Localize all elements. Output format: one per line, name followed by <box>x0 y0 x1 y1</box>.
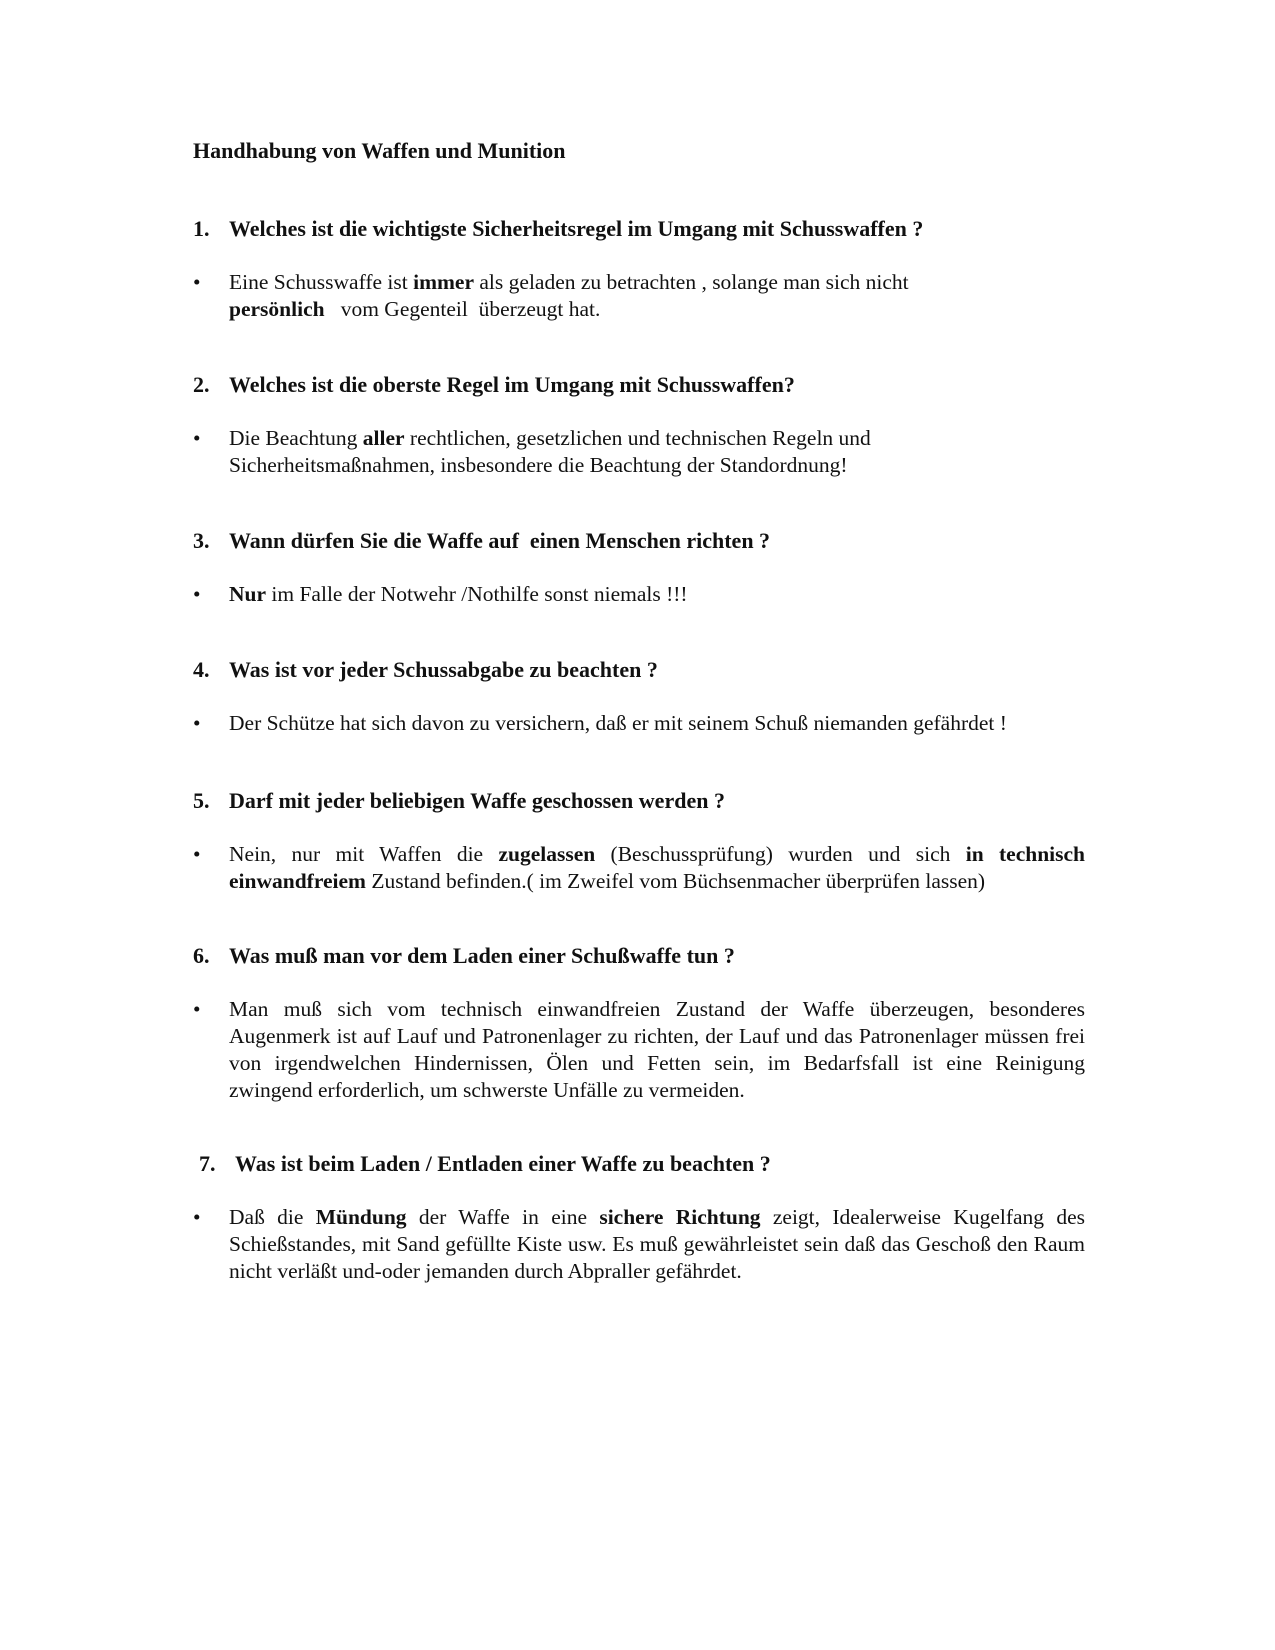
question-text: Wann dürfen Sie die Waffe auf einen Menschen richten ? <box>229 528 771 553</box>
answer-text-run: Man muß sich vom technisch einwandfreien Zustand der Waffe überzeugen, besonderes Augenmerk ist auf Lauf und Patronenlager zu richten, der Lauf und das Patronenlager müssen frei von irgendwelchen Hindernissen, Ölen und Fetten sein, im Bedarfsfall ist eine Reinigung zwingend erforderlich, um schwerste Unfälle zu vermeiden. <box>229 997 1085 1102</box>
answer-text <box>229 269 1085 323</box>
answer-text-run: der Waffe in eine <box>406 1205 600 1229</box>
question-text: Welches ist die oberste Regel im Umgang mit Schusswaffen? <box>229 372 795 397</box>
answer-bold-run: Mündung <box>315 1205 407 1229</box>
answer-text-run: als geladen zu betrachten , solange man sich nicht <box>474 270 909 294</box>
bullet-icon: • <box>193 997 201 1021</box>
question-text: Darf mit jeder beliebigen Waffe geschossen werden ? <box>229 788 725 813</box>
question-number: 4. <box>193 657 210 682</box>
question-heading <box>193 371 1085 398</box>
question-heading <box>193 527 1085 554</box>
bullet-icon: • <box>193 1205 201 1229</box>
document-title: Handhabung von Waffen und Munition <box>193 138 566 163</box>
answer-text <box>229 581 1085 608</box>
answer-item <box>193 841 1085 895</box>
bullet-icon: • <box>193 711 201 735</box>
answer-text <box>229 841 1085 895</box>
question-section-3 <box>193 527 1085 608</box>
bullet-icon: • <box>193 582 201 606</box>
answer-text <box>229 425 1085 479</box>
question-section-2 <box>193 371 1085 479</box>
answer-text-run: Eine Schusswaffe ist <box>229 270 414 294</box>
question-text: Was ist beim Laden / Entladen einer Waffe zu beachten ? <box>235 1151 771 1176</box>
question-number: 3. <box>193 528 210 553</box>
answer-text-run: Zustand befinden.( im Zweifel vom Büchsenmacher überprüfen lassen) <box>365 869 986 893</box>
question-number: 7. <box>199 1151 216 1176</box>
question-section-4 <box>193 656 1085 737</box>
answer-item <box>193 581 1085 608</box>
question-section-5 <box>193 787 1085 895</box>
answer-item <box>193 710 1085 737</box>
answer-text <box>229 1204 1085 1285</box>
answer-text-run: Die Beachtung <box>229 426 363 450</box>
answer-bold-run: persönlich <box>229 297 325 321</box>
answer-item <box>193 425 1085 479</box>
question-text: Was ist vor jeder Schussabgabe zu beachten ? <box>229 657 658 682</box>
question-number: 1. <box>193 216 210 241</box>
question-text: Welches ist die wichtigste Sicherheitsregel im Umgang mit Schusswaffen ? <box>229 216 924 241</box>
answer-text-run: Nein, nur mit Waffen die <box>229 842 499 866</box>
answer-bold-run: aller <box>362 426 405 450</box>
question-section-1 <box>193 215 1085 323</box>
bullet-icon: • <box>193 426 201 450</box>
answer-item <box>193 269 1085 323</box>
bullet-icon: • <box>193 270 201 294</box>
question-number: 2. <box>193 372 210 397</box>
answer-text-run: zeigt, Idealerweise Kugelfang des Schießstandes, mit Sand gefüllte Kiste usw. Es muß gewährleistet sein daß das Geschoß den Raum nicht verläßt und-oder jemanden durch Abpraller gefährdet. <box>229 1205 1086 1283</box>
answer-bold-run: sichere Richtung <box>599 1205 761 1229</box>
answer-bold-run: zugelassen <box>498 842 596 866</box>
answer-text <box>229 710 1085 737</box>
answer-bold-run: immer <box>413 270 475 294</box>
question-number: 6. <box>193 943 210 968</box>
answer-bold-run: Nur <box>229 582 267 606</box>
answer-text-run: Sicherheitsmaßnahmen, insbesondere die Beachtung der Standordnung! <box>229 453 848 477</box>
answer-bold-run: in technisch einwandfreiem <box>229 842 1085 893</box>
answer-text-run: Daß die <box>229 1205 316 1229</box>
answer-text-run: Der Schütze hat sich davon zu versichern, daß er mit seinem Schuß niemanden gefährdet ! <box>229 711 1007 735</box>
question-section-6 <box>193 942 1085 1104</box>
answer-item <box>193 1204 1085 1285</box>
bullet-icon: • <box>193 842 201 866</box>
answer-item <box>193 996 1085 1104</box>
question-heading <box>193 656 1085 683</box>
question-text: Was muß man vor dem Laden einer Schußwaffe tun ? <box>229 943 735 968</box>
answer-text-run: vom Gegenteil überzeugt hat. <box>324 297 601 321</box>
answer-text-run: (Beschussprüfung) wurden und sich <box>595 842 966 866</box>
question-heading <box>193 1150 1085 1177</box>
question-number: 5. <box>193 788 210 813</box>
question-heading <box>193 787 1085 814</box>
answer-text-run: rechtlichen, gesetzlichen und technischen Regeln und <box>404 426 871 450</box>
question-heading <box>193 942 1085 969</box>
answer-text-run: im Falle der Notwehr /Nothilfe sonst niemals !!! <box>266 582 688 606</box>
question-section-7 <box>193 1150 1085 1285</box>
answer-text <box>229 996 1085 1104</box>
question-heading <box>193 215 1085 242</box>
